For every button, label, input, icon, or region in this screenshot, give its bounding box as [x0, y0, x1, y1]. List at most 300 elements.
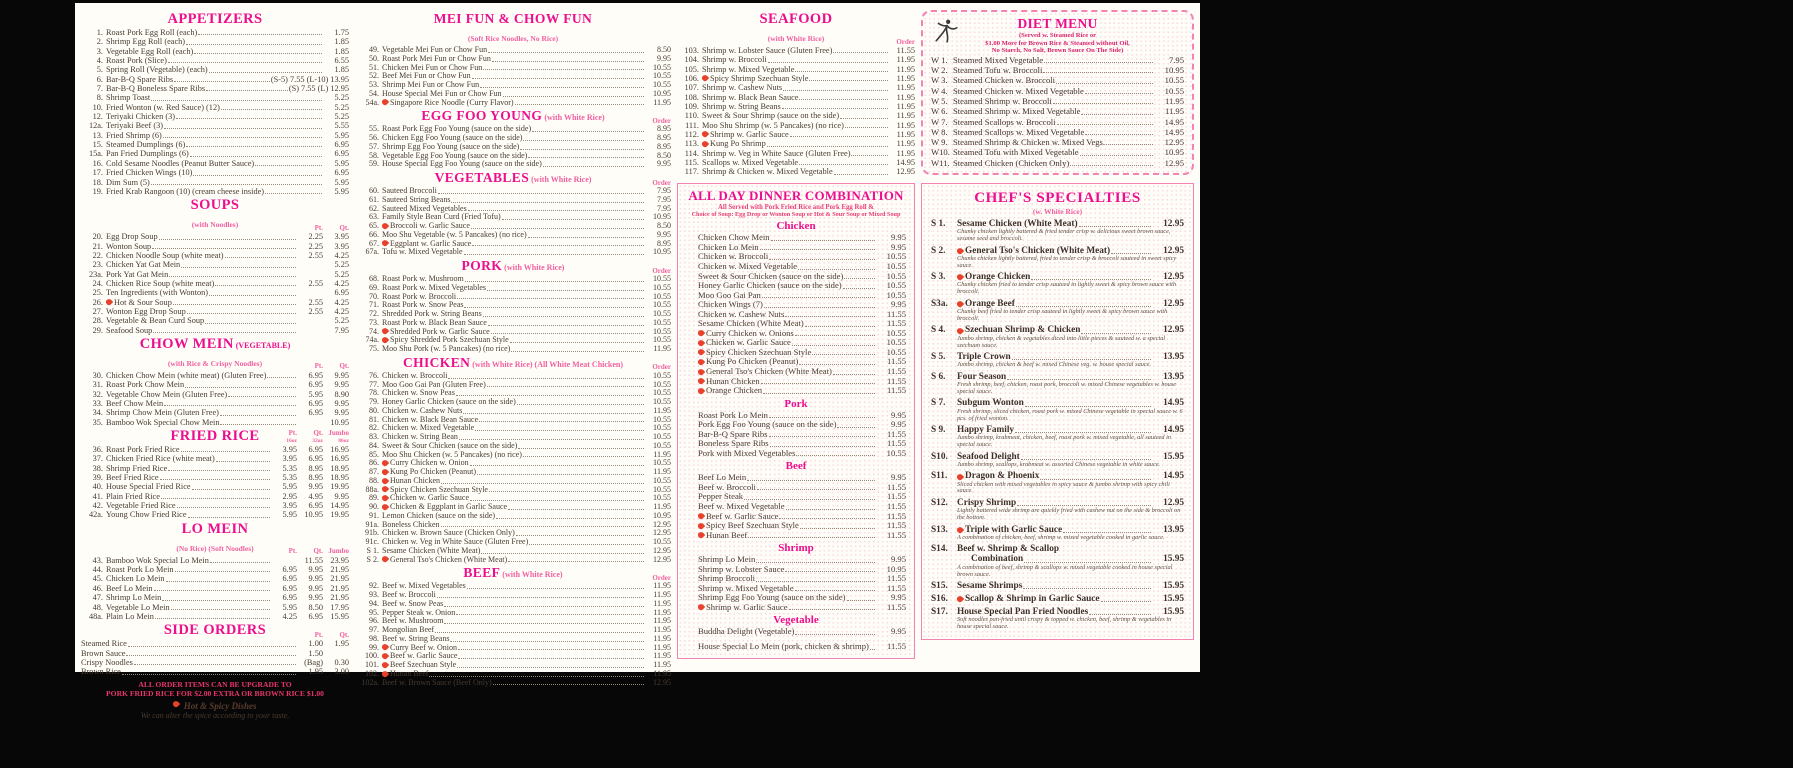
item-price: 9.95 [890, 472, 906, 483]
chef-item [931, 544, 1184, 578]
item-price: 17.95 [330, 602, 349, 612]
item-name: Bar-B-Q Boneless Spare Ribs [106, 84, 206, 94]
chef-item-row [931, 581, 1184, 591]
item-price: 11.55 [896, 46, 915, 55]
spicy-pepper-icon [701, 130, 709, 138]
item-number: 30. [92, 370, 103, 380]
item-name: Chicken w. Mixed Vegetable [382, 423, 475, 433]
item-number: 81. [369, 414, 379, 424]
dotted-leader [1101, 601, 1151, 602]
item-name: Steamed Scallops w. Mixed Vegetable [953, 126, 1085, 137]
item-price: 11.95 [653, 660, 671, 669]
item-price: 10.55 [653, 335, 671, 345]
item-name: Roast Pork Egg Foo Young (sauce on the side) [382, 124, 532, 134]
item-number: 34. [92, 408, 103, 418]
dotted-leader [457, 667, 644, 668]
spicy-pepper-icon [381, 468, 389, 476]
item-price: 11.55 [886, 308, 906, 319]
menu-item [81, 187, 349, 196]
section-header [81, 520, 349, 538]
item-name: Chicken Egg Foo Young (sauce on the side) [382, 133, 523, 142]
dotted-leader [153, 332, 296, 333]
item-number: 52. [369, 71, 379, 81]
section-subheader [81, 538, 349, 556]
item-name: Beef w. Mixed Vegetable [698, 500, 785, 511]
menu-item [931, 137, 1184, 147]
dotted-leader [464, 254, 644, 255]
menu-item [81, 408, 349, 417]
item-price: 12.95 [1164, 157, 1184, 168]
item-price: 21.95 [330, 574, 349, 584]
menu-item [81, 103, 349, 112]
dotted-leader [492, 61, 644, 62]
item-number: W 3. [931, 75, 948, 86]
item-name: General Tso's Chicken (White Meat) [390, 554, 508, 564]
size-label: 16oz [286, 437, 297, 444]
spicy-pepper-icon [697, 377, 705, 385]
menu-item [677, 139, 915, 148]
item-price: 1.75 [334, 28, 349, 37]
item-price: 10.55 [653, 537, 671, 546]
dotted-leader [181, 451, 270, 452]
menu-item [81, 612, 349, 621]
item-price: 10.55 [653, 62, 671, 72]
item-name: Kung Po Chicken (Peanut) [390, 467, 476, 476]
item-number: 84. [369, 440, 379, 450]
item-price: 7.95 [657, 194, 671, 204]
item-price: 11.95 [653, 607, 671, 617]
item-number: 19. [92, 186, 103, 196]
item-price: 10.55 [653, 71, 671, 81]
chef-specialties-box [921, 183, 1194, 640]
spicy-pepper-icon [697, 386, 705, 394]
item-price: 19.95 [330, 482, 349, 492]
item-number: 44. [92, 565, 103, 575]
menu-item [677, 149, 915, 158]
item-price: (Bag) [304, 657, 323, 667]
item-name: Pepper Steak [698, 491, 744, 502]
item-name: Spicy Shredded Pork Szechuan Style [390, 335, 509, 345]
item-price: 10.55 [653, 317, 671, 327]
chef-item-row [931, 594, 1184, 604]
item-price: 15.95 [1163, 593, 1184, 604]
spicy-pepper-icon [381, 476, 389, 484]
menu-item [81, 37, 349, 46]
item-number: 109. [684, 102, 699, 112]
price-column-label: Qt. [339, 630, 349, 639]
dotted-leader [516, 535, 644, 536]
item-price: 10.55 [653, 274, 671, 283]
item-name: Seafood Soup [106, 325, 153, 335]
menu-item [931, 147, 1184, 157]
menu-item [81, 326, 349, 335]
menu-item [81, 279, 349, 288]
price-column-labels [641, 180, 671, 188]
item-price: 1.85 [334, 46, 349, 56]
dotted-leader [511, 351, 644, 352]
item-price: 5.95 [282, 510, 297, 520]
item-number: 91c. [365, 537, 379, 546]
dotted-leader [783, 90, 888, 91]
section-egg-foo-young [355, 107, 671, 169]
item-number: 43. [92, 555, 103, 565]
item-number: 40. [92, 482, 103, 492]
item-name: Teriyaki Beef (3) [106, 121, 164, 131]
section-subtitle: (Soft Rice Noodles, No Rice) [467, 34, 559, 43]
menu-item [81, 56, 349, 65]
item-number: 21. [92, 241, 103, 251]
item-price: 4.25 [282, 611, 297, 621]
price-column-label: Order [652, 178, 671, 187]
menu-item [81, 260, 349, 269]
item-name: Spicy Shrimp Szechuan Style [710, 74, 809, 84]
chef-item-row [931, 471, 1184, 481]
price-column-labels [641, 364, 671, 372]
section-subtitle: (No Rice) (Soft Noodles) [176, 543, 254, 553]
item-description: Chunky chicken lightly battered & fried tender crisp w. delicious sweet brown sauce, sesame seed and broccoli. [957, 228, 1171, 243]
spicy-pepper-icon [105, 298, 113, 306]
dotted-leader [205, 323, 296, 324]
section-vegetables [355, 169, 671, 257]
dotted-leader [851, 155, 888, 156]
item-price: 4.95 [308, 491, 323, 501]
menu-item [81, 149, 349, 158]
dotted-leader [190, 156, 322, 157]
item-number: 17. [92, 168, 103, 178]
item-price: 9.95 [890, 419, 906, 430]
item-number: 54a. [365, 97, 379, 107]
dotted-leader [769, 417, 875, 418]
price-column-label: Pt. [314, 223, 323, 232]
item-name: Beef Chow Mein [106, 399, 164, 408]
spicy-pepper-icon [381, 669, 389, 677]
section-lo-mein [81, 520, 349, 621]
dotted-leader [795, 590, 875, 591]
menu-item [81, 454, 349, 463]
dotted-leader [508, 561, 644, 562]
section-header [355, 564, 671, 582]
dotted-leader [209, 72, 322, 73]
item-price: 11.95 [1164, 95, 1184, 106]
item-name: Hunan Beef [390, 668, 429, 678]
section-title: MEI FUN & CHOW FUN [433, 11, 593, 26]
menu-column-3 [677, 10, 915, 665]
item-number: 70. [369, 291, 379, 301]
item-price: 14.95 [1163, 398, 1184, 409]
item-number: 97. [369, 625, 379, 634]
item-number: 47. [92, 593, 103, 603]
item-name: Wonton Soup [106, 241, 152, 251]
item-name: Chicken w. Mixed Vegetable [698, 260, 798, 271]
item-name: House Special Pan Fried Noodles [957, 606, 1089, 617]
dotted-leader [451, 202, 644, 203]
spicy-pepper-icon [697, 339, 705, 347]
item-price: 10.55 [653, 475, 671, 485]
dotted-leader [487, 386, 644, 387]
dotted-leader [517, 404, 644, 405]
menu-item [81, 565, 349, 574]
item-number: S10. [931, 451, 948, 462]
item-price: 10.55 [653, 414, 671, 424]
spicy-pepper-icon [956, 273, 964, 281]
dotted-leader [764, 307, 875, 308]
item-number: 87. [369, 467, 379, 476]
section-beef [355, 564, 671, 687]
dotted-leader [444, 623, 644, 624]
item-number: 28. [92, 316, 103, 326]
item-name: Shrimp Mei Fun or Chow Fun [382, 80, 480, 89]
item-description: Chunky beef fried to tender crisp sauteed in lightly sweet & spicy brown sauce with broccoli. [957, 308, 1168, 322]
item-price: 11.95 [653, 598, 671, 608]
spicy-pepper-icon [697, 358, 705, 366]
chef-item [931, 498, 1184, 522]
menu-item [931, 158, 1184, 168]
item-price: 12.95 [1163, 245, 1184, 256]
dotted-leader [437, 597, 644, 598]
dotted-leader [483, 316, 644, 317]
item-name: Beef w. Mixed Vegetables [382, 581, 466, 591]
footnotes [81, 680, 349, 720]
item-name: Pepper Steak w. Onion [382, 607, 456, 617]
item-number: 48a. [88, 611, 103, 621]
section-header [81, 427, 349, 445]
dotted-leader [134, 664, 296, 665]
item-number: 48. [92, 602, 103, 612]
item-price: 5.35 [282, 463, 297, 473]
item-price: 13.95 [1163, 524, 1184, 535]
item-price: 11.95 [653, 633, 671, 643]
dotted-leader [760, 249, 875, 250]
item-name: Beef w. Broccoli [382, 590, 436, 599]
item-price: 2.55 [308, 306, 323, 316]
item-price: 9.95 [334, 408, 349, 418]
item-name: Roast Pork (Slice) [106, 56, 167, 66]
item-price: 6.95 [308, 611, 323, 621]
item-price: 5.95 [334, 158, 349, 168]
item-number: 90. [369, 502, 379, 511]
dotted-leader [472, 78, 644, 79]
item-price: 0.30 [334, 657, 349, 667]
dotted-leader [215, 285, 296, 286]
item-name: Brown Rice [81, 667, 121, 677]
item-name: Bar-B-Q Spare Ribs [106, 74, 174, 84]
item-number: 95. [369, 607, 379, 617]
spicy-pepper-icon [381, 643, 389, 651]
menu-item [81, 418, 349, 427]
menu-item [355, 99, 671, 108]
upgrade-note: ALL ORDER ITEMS CAN BE UPGRADE TO PORK FRIED RICE FOR $2.00 EXTRA OR BROWN RICE $1.00 [106, 679, 324, 698]
item-number: 99. [369, 642, 379, 652]
item-number: 25. [92, 288, 103, 298]
dotted-leader [166, 581, 270, 582]
dotted-leader [800, 528, 875, 529]
item-price: 6.95 [334, 140, 349, 150]
item-name: Chicken Noodle Soup (white meat) [106, 250, 224, 260]
item-price: 11.55 [886, 573, 906, 584]
spicy-pepper-icon [697, 512, 705, 520]
item-price: 10.95 [1164, 65, 1184, 76]
item-name: Chicken w. Veg in White Sauce (Gluten Free) [382, 537, 529, 546]
section-subheader [81, 214, 349, 232]
item-number: 23. [92, 260, 103, 270]
price-column-label: Pt. [314, 630, 323, 639]
item-price: 10.95 [653, 88, 671, 98]
item-number: 96. [369, 616, 379, 626]
item-name: Steamed Chicken w. Broccoli [953, 75, 1056, 86]
item-name: Crispy Shrimp [957, 497, 1017, 508]
dotted-leader [472, 245, 644, 246]
dotted-leader [164, 405, 296, 406]
item-name: Beef w. Garlic Sauce [706, 510, 779, 521]
item-price: 15.95 [330, 611, 349, 621]
item-price: 10.55 [653, 432, 671, 441]
item-name: Cold Sesame Noodles (Peanut Butter Sauce) [106, 158, 255, 168]
dotted-leader [488, 52, 644, 53]
item-price: 3.95 [282, 454, 297, 464]
item-number: S12. [931, 497, 948, 508]
dotted-leader [756, 562, 875, 563]
chef-item [931, 325, 1184, 349]
menu-item [931, 55, 1184, 65]
item-name: Roast Pork Lo Mein [698, 409, 768, 420]
item-description: Chunks chicken lightly battered, fried to tender crisp & broccoli sauteed in sweet spicy sauce. [957, 254, 1177, 269]
item-number: 74a. [365, 335, 379, 345]
menu-item [81, 390, 349, 399]
dotted-leader [458, 649, 644, 650]
dotted-leader [480, 87, 644, 88]
spicy-pepper-icon [381, 494, 389, 502]
item-price: 11.95 [653, 625, 671, 634]
dotted-leader [1085, 134, 1153, 135]
dotted-leader [799, 164, 888, 165]
chef-item [931, 352, 1184, 369]
dotted-leader [1031, 279, 1151, 280]
item-name: Pan Fried Dumplings (6) [106, 149, 189, 159]
spicy-pepper-icon [956, 595, 964, 603]
item-price: 3.95 [334, 241, 349, 251]
spicy-pepper-icon [381, 98, 389, 106]
price-column-label: Order [652, 573, 671, 582]
menu-item [81, 178, 349, 187]
section-header [355, 10, 671, 28]
item-name: Roast Pork Egg Roll (each) [106, 28, 198, 37]
item-name: Shrimp Toast [106, 93, 151, 103]
item-name: Beef Mei Fun or Chow Fun [382, 71, 471, 81]
dotted-leader [448, 378, 644, 379]
item-name: Honey Garlic Chicken (sauce on the side) [382, 397, 516, 406]
menu-item [677, 93, 915, 102]
menu-item [677, 121, 915, 130]
item-name: Shredded Pork w. String Beans [382, 309, 482, 318]
item-price: 5.25 [334, 112, 349, 122]
dotted-leader [489, 491, 644, 492]
menu-item [81, 140, 349, 149]
item-price: 13.95 [1163, 371, 1184, 382]
dotted-leader [176, 118, 322, 119]
dotted-leader [757, 489, 875, 490]
dotted-leader [221, 109, 322, 110]
item-name: Ten Ingredients (with Wonton) [106, 288, 209, 298]
item-name: Vegetable & Bean Curd Soup [106, 316, 205, 326]
item-price: 10.55 [1164, 75, 1184, 86]
dotted-leader [1106, 144, 1153, 145]
dotted-leader [510, 342, 644, 343]
dotted-leader [761, 383, 875, 384]
spicy-pepper-icon [956, 326, 964, 334]
item-name: Chicken w. Cashew Nuts [698, 308, 785, 319]
dotted-leader [122, 674, 296, 675]
item-name: Beef w. Garlic Sauce [390, 651, 458, 661]
menu-item [81, 603, 349, 612]
item-name: Fried Wonton (w. Red Sauce) (12) [106, 102, 220, 112]
item-name: Spring Roll (Vegetable) (each) [106, 65, 208, 75]
item-price: 10.55 [886, 346, 906, 357]
section-subtitle: (with White Rice) [500, 570, 563, 580]
dotted-leader [177, 507, 270, 508]
item-number: 65. [369, 221, 379, 230]
section-fried-rice [81, 427, 349, 520]
item-number: 16. [92, 158, 103, 168]
item-price: 10.55 [886, 337, 906, 348]
item-price: 9.95 [657, 53, 671, 63]
dotted-leader [168, 470, 270, 471]
item-name: Four Season [957, 371, 1007, 382]
dotted-leader [847, 600, 875, 601]
item-price: 11.55 [886, 438, 906, 449]
item-name: Moo Shu Pork (w. 5 Pancakes) (no rice) [382, 344, 511, 353]
item-price: 3.00 [334, 667, 349, 677]
item-name: Steamed Mixed Vegetable [953, 54, 1044, 65]
dotted-leader [463, 413, 644, 414]
item-price: 5.25 [334, 102, 349, 112]
item-price: 1.50 [308, 648, 323, 658]
section-title: APPETIZERS [167, 11, 263, 27]
item-name: Eggplant w. Garlic Sauce [390, 238, 472, 248]
dotted-leader [1079, 226, 1151, 227]
item-number: 56. [369, 133, 379, 142]
item-number: 63. [369, 212, 379, 222]
dotted-leader [809, 80, 888, 81]
item-name: Moo Goo Gai Pan (Gluten Free) [382, 379, 486, 389]
item-name: Sauteed Broccoli [382, 186, 437, 195]
item-number: 68. [369, 274, 379, 283]
item-number: 101. [365, 660, 379, 669]
dotted-leader [520, 149, 644, 150]
item-name: Lemon Chicken (sauce on the side) [382, 510, 496, 520]
spicy-pepper-icon [381, 459, 389, 467]
item-number: W 4. [931, 85, 948, 96]
item-price: 11.55 [886, 601, 906, 612]
hot-spicy-legend [81, 701, 349, 711]
dotted-leader [438, 193, 644, 194]
item-name: Shrimp Lo Mein [106, 593, 162, 603]
item-number: 80. [369, 405, 379, 415]
item-name: Shrimp Fried Rice [106, 463, 168, 473]
price-column-label: Qt. 32oz [297, 430, 323, 445]
item-name: Roast Pork Lo Mein [106, 565, 174, 575]
item-price: 2.25 [308, 232, 323, 242]
item-name: Steamed Dumplings (6) [106, 140, 186, 150]
item-price: 16.95 [330, 454, 349, 464]
item-price: 1.85 [334, 65, 349, 75]
item-description: A combination of beef, shrimp & scallops w. mixed vegetable cooked in house special brown sauce. [957, 563, 1173, 578]
item-number: 29. [92, 325, 103, 335]
item-price: 2.55 [308, 278, 323, 288]
item-price: 10.55 [653, 309, 671, 318]
item-name: Chicken Chow Mein [698, 232, 770, 243]
item-number: 13. [92, 130, 103, 140]
item-price: 3.95 [282, 445, 297, 455]
